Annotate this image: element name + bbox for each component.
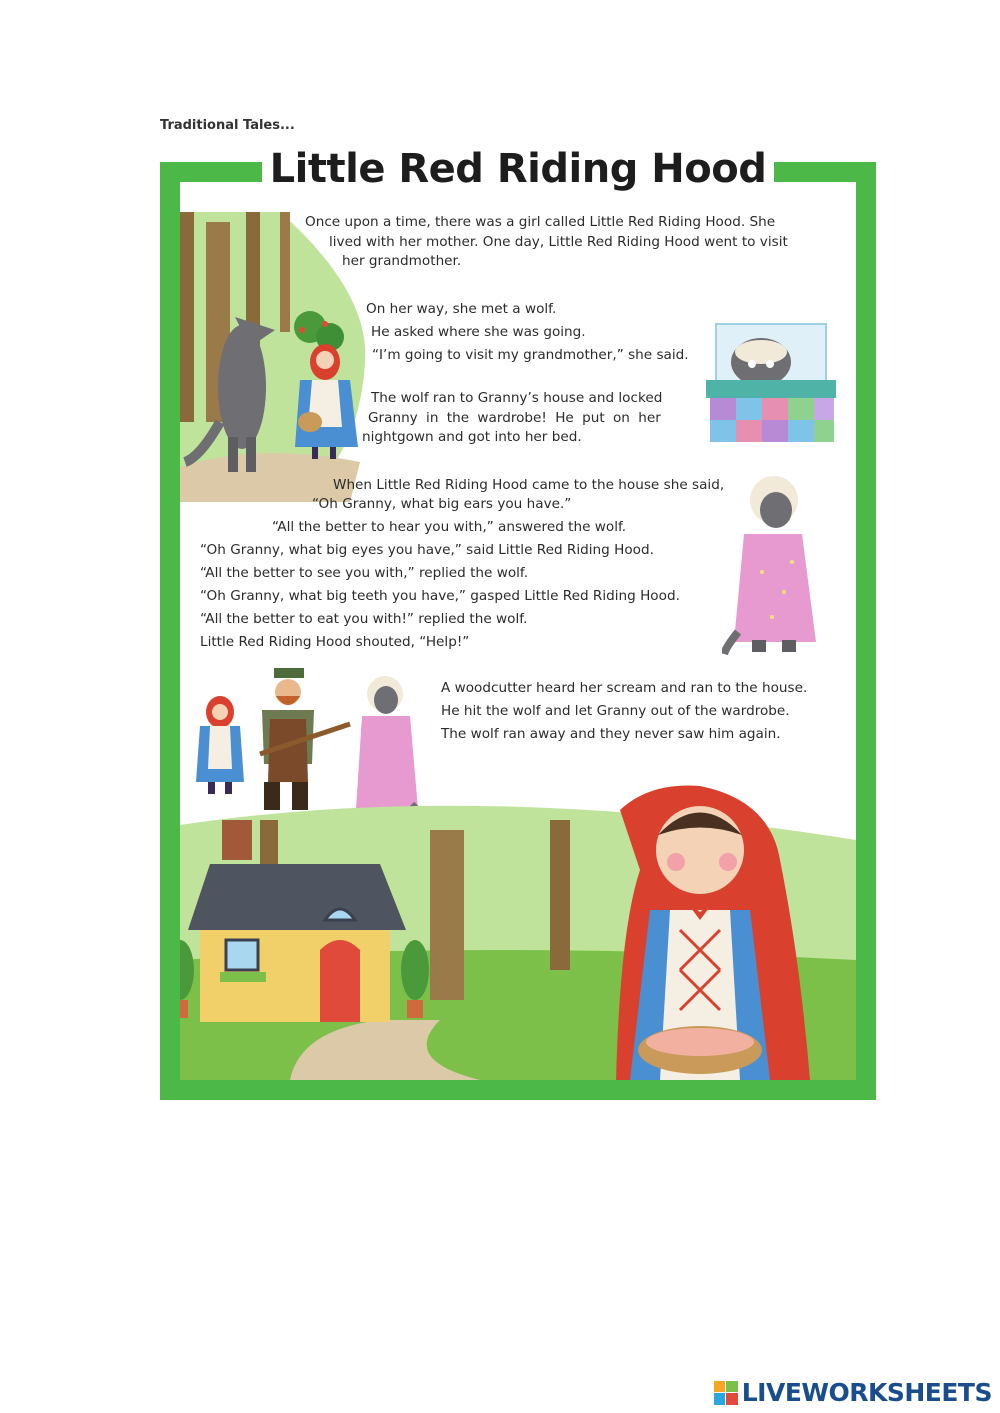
liveworksheets-logo [714,1378,992,1407]
story-line: Little Red Riding Hood shouted, “Help!” [200,634,470,650]
story-line: Once upon a time, there was a girl called Little Red Riding Hood. She [305,214,776,230]
story-line: The wolf ran away and they never saw him again. [441,726,781,742]
story-line: “I’m going to visit my grandmother,” she said. [372,347,689,363]
story-line: “Oh Granny, what big teeth you have,” gasped Little Red Riding Hood. [200,588,680,604]
wolf-in-bed-illustration [706,322,836,448]
story-line: On her way, she met a wolf. [366,301,557,317]
paragraph-4 [200,474,724,654]
paragraph-3 [362,389,662,448]
story-line: When Little Red Riding Hood came to the house she said, [333,477,725,493]
story-line: “All the better to hear you with,” answered the wolf. [272,519,627,535]
story-line: “Oh Granny, what big eyes you have,” said Little Red Riding Hood. [200,542,654,558]
story-line: Granny in the wardrobe! He put on her [368,409,661,426]
paragraph-5 [441,677,807,746]
cottage-forest-illustration [180,780,856,1080]
story-line: “All the better to eat you with!” replied the wolf. [200,611,528,627]
story-line: lived with her mother. One day, Little Red Riding Hood went to visit [329,233,788,250]
logo-grid-icon [714,1381,738,1405]
story-line: “Oh Granny, what big ears you have.” [312,496,572,512]
story-line: A woodcutter heard her scream and ran to the house. [441,680,808,696]
paragraph-2 [366,298,689,367]
paragraph-1 [305,213,788,272]
story-line: He hit the wolf and let Granny out of the wardrobe. [441,703,790,719]
story-line: The wolf ran to Granny’s house and locked [371,390,663,406]
logo-text: LIVEWORKSHEETS [741,1378,992,1407]
page-title: Little Red Riding Hood [269,146,767,192]
wolf-granny-illustration [722,472,822,662]
story-line: He asked where she was going. [371,324,586,340]
series-subtitle: Traditional Tales... [160,118,295,133]
story-line: her grandmother. [342,253,462,269]
story-line: “All the better to see you with,” replied the wolf. [200,565,529,581]
story-line: nightgown and got into her bed. [362,429,582,445]
